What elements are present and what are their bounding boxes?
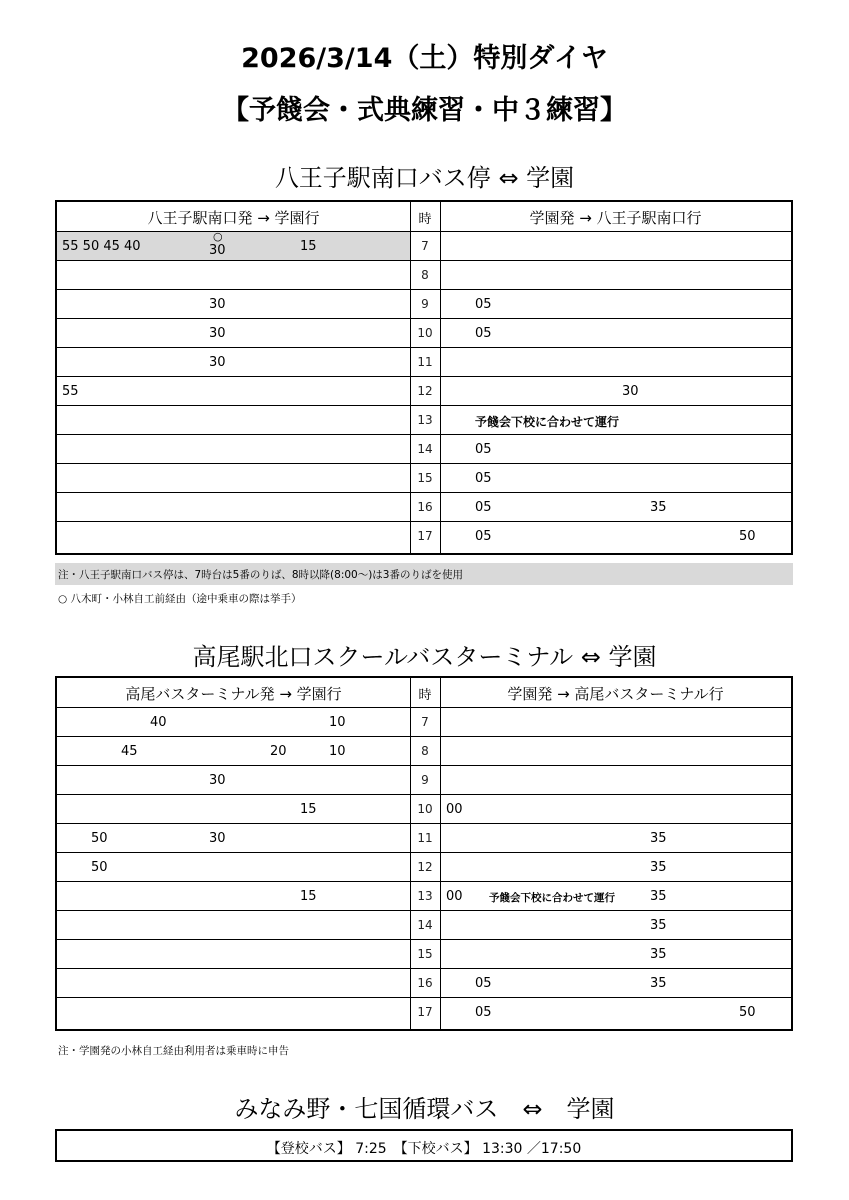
time-cell: 15 (300, 802, 317, 817)
table-row (57, 376, 791, 405)
timetable-takao (55, 676, 793, 1031)
table-row (57, 997, 791, 1026)
time-cell: 10 (329, 715, 346, 730)
time-cell: 35 (650, 860, 667, 875)
loop-bus-times: 【登校バス】 7:25 【下校バス】 13:30 ／17:50 (266, 1141, 582, 1157)
page-subtitle: 【予餞会・式典練習・中３練習】 (222, 95, 627, 126)
table-row (57, 707, 791, 736)
time-cell: 05 (475, 326, 492, 341)
hour-cell: 15 (417, 947, 433, 961)
time-cell: 35 (650, 889, 667, 904)
table-row (57, 852, 791, 881)
hour-cell: 12 (417, 860, 433, 874)
table-row (57, 968, 791, 997)
loop-bus-box (55, 1129, 793, 1162)
note-hachioji-platform: 注・八王子駅南口バス停は、7時台は5番のりば、8時以降(8:00～)は3番のりばを使用 (58, 569, 463, 581)
hour-cell: 12 (417, 384, 433, 398)
table-row (57, 910, 791, 939)
col-header-left: 八王子駅南口発 → 学園行 (147, 209, 320, 227)
hour-cell: 13 (417, 889, 433, 903)
time-cell: 50 (91, 831, 108, 846)
time-cell: 15 (300, 239, 317, 254)
time-cell: 35 (650, 500, 667, 515)
hour-cell: 17 (417, 529, 433, 543)
time-cell: 55 (62, 384, 79, 399)
via-mark-icon: ○ (213, 230, 223, 243)
table-row (57, 260, 791, 289)
section3-heading: みなみ野・七国循環バス ⇔ 学園 (234, 1095, 615, 1123)
table-row (57, 289, 791, 318)
table-row (57, 521, 791, 550)
hour-cell: 11 (417, 355, 433, 369)
time-cell: 35 (650, 918, 667, 933)
hour-cell: 10 (417, 802, 433, 816)
table-row (57, 318, 791, 347)
time-cell: 予餞会下校に合わせて運行 (489, 892, 615, 904)
table-row (57, 794, 791, 823)
time-cell: 30 (209, 243, 226, 258)
hour-cell: 9 (421, 773, 429, 787)
hour-cell: 9 (421, 297, 429, 311)
time-cell: 予餞会下校に合わせて運行 (475, 415, 620, 429)
time-cell: 05 (475, 471, 492, 486)
time-cell: 00 (446, 889, 463, 904)
time-cell: 10 (329, 744, 346, 759)
hour-cell: 11 (417, 831, 433, 845)
note-takao: 注・学園発の小林自工経由利用者は乗車時に申告 (58, 1045, 289, 1057)
time-cell: 30 (209, 297, 226, 312)
table-row (57, 736, 791, 765)
time-cell: 30 (209, 773, 226, 788)
hour-cell: 7 (421, 715, 429, 729)
table-row (57, 347, 791, 376)
col-header-right: 学園発 → 高尾バスターミナル行 (507, 685, 724, 703)
hour-cell: 8 (421, 744, 429, 758)
hour-cell: 14 (417, 918, 433, 932)
col-header-hour: 時 (418, 688, 432, 703)
col-header-hour: 時 (418, 212, 432, 227)
time-cell: 55 50 45 40 (62, 239, 141, 254)
time-cell: 35 (650, 947, 667, 962)
timetable-hachioji (55, 200, 793, 555)
time-cell: 00 (446, 802, 463, 817)
time-cell: 05 (475, 442, 492, 457)
col-header-left: 高尾バスターミナル発 → 学園行 (125, 685, 342, 703)
table-row (57, 492, 791, 521)
page-title: 2026/3/14（土）特別ダイヤ (241, 43, 608, 74)
time-cell: 35 (650, 831, 667, 846)
time-cell: 50 (739, 529, 756, 544)
time-cell: 05 (475, 500, 492, 515)
hour-cell: 16 (417, 976, 433, 990)
hour-cell: 10 (417, 326, 433, 340)
time-cell: 40 (150, 715, 167, 730)
time-cell: 05 (475, 1005, 492, 1020)
time-cell: 45 (121, 744, 138, 759)
section2-heading: 高尾駅北口スクールバスターミナル ⇔ 学園 (192, 643, 657, 671)
col-header-right: 学園発 → 八王子駅南口行 (529, 209, 702, 227)
time-cell: 05 (475, 529, 492, 544)
time-cell: 05 (475, 976, 492, 991)
table-row (57, 405, 791, 434)
time-cell: 30 (209, 831, 226, 846)
table-row (57, 765, 791, 794)
hour-cell: 13 (417, 413, 433, 427)
time-cell: 50 (91, 860, 108, 875)
time-cell: 50 (739, 1005, 756, 1020)
hour-cell: 17 (417, 1005, 433, 1019)
time-cell: 30 (209, 326, 226, 341)
note-via-route: ○ 八木町・小林自工前経由（途中乗車の際は挙手） (58, 593, 302, 605)
time-cell: 30 (209, 355, 226, 370)
hour-cell: 15 (417, 471, 433, 485)
table-row (57, 881, 791, 910)
time-cell: 35 (650, 976, 667, 991)
hour-cell: 14 (417, 442, 433, 456)
hour-cell: 8 (421, 268, 429, 282)
table-row (57, 434, 791, 463)
time-cell: 30 (622, 384, 639, 399)
time-cell: 20 (270, 744, 287, 759)
table-row (57, 463, 791, 492)
table-row (57, 823, 791, 852)
section1-heading: 八王子駅南口バス停 ⇔ 学園 (274, 164, 575, 192)
time-cell: 15 (300, 889, 317, 904)
hour-cell: 16 (417, 500, 433, 514)
hour-cell: 7 (421, 239, 429, 253)
table-row (57, 939, 791, 968)
time-cell: 05 (475, 297, 492, 312)
